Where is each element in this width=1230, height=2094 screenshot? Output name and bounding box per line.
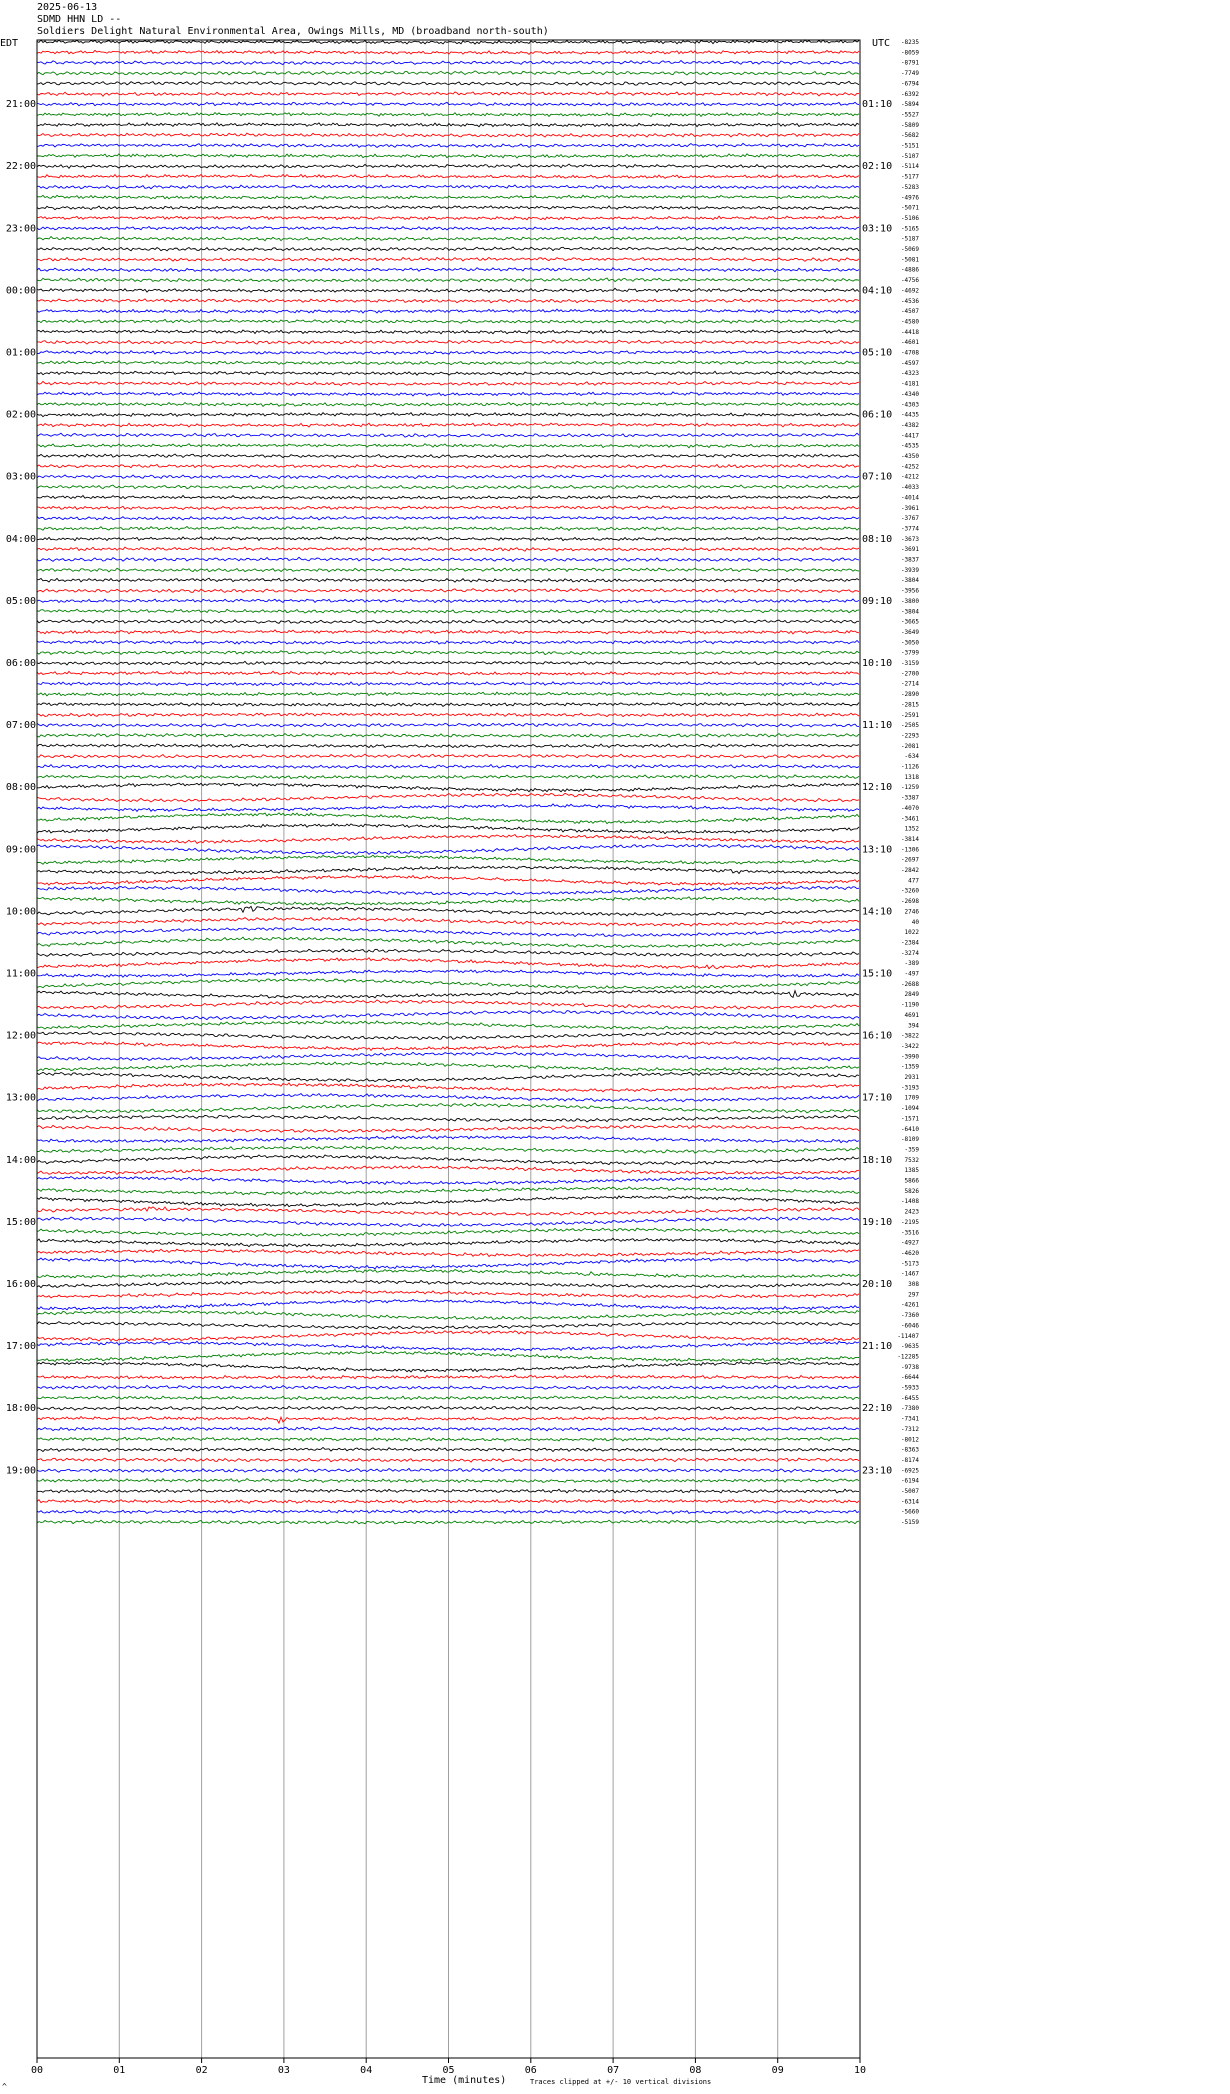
trace-offset-label: 1318	[904, 773, 919, 781]
trace-offset-label: -389	[904, 960, 919, 968]
trace-offset-label: -5894	[900, 101, 919, 109]
trace-offset-label: -6410	[900, 1125, 919, 1133]
utc-hour-label: 06:10	[862, 409, 893, 421]
trace-offset-label: -359	[904, 1146, 919, 1154]
edt-hour-label: 05:00	[5, 595, 36, 607]
trace-offset-label: -3461	[900, 815, 919, 823]
trace-offset-label: -3767	[900, 515, 919, 523]
trace-offset-label: -6925	[900, 1467, 919, 1475]
labels	[6, 39, 919, 2076]
utc-hour-label: 05:10	[862, 347, 893, 359]
utc-hour-label: 16:10	[862, 1030, 893, 1042]
trace-offset-label: -4303	[900, 401, 919, 409]
trace-offset-label: -4620	[900, 1249, 919, 1257]
trace-offset-label: -7380	[900, 1405, 919, 1413]
x-tick-label: 08	[689, 2065, 702, 2076]
trace-offset-label: -3665	[900, 618, 919, 626]
trace-offset-label: -2815	[900, 701, 919, 709]
edt-hour-label: 16:00	[5, 1279, 36, 1290]
trace-offset-label: -4435	[900, 411, 919, 419]
edt-hour-label: 15:00	[5, 1216, 36, 1228]
x-tick-label: 05	[442, 2065, 455, 2076]
trace-offset-label: -4886	[900, 266, 919, 274]
clip-footnote: Traces clipped at +/- 10 vertical divisions	[530, 2078, 712, 2086]
trace-offset-label: -2081	[900, 742, 919, 750]
trace-offset-label: 297	[908, 1291, 919, 1299]
trace-offset-label: -8012	[900, 1436, 919, 1444]
trace-offset-label: -1306	[900, 846, 919, 854]
trace-offset-label: 1022	[904, 929, 919, 937]
trace-offset-label: -1359	[900, 1063, 919, 1071]
x-tick-label: 09	[771, 2065, 784, 2076]
x-tick-label: 02	[195, 2065, 208, 2076]
trace-offset-label: -2697	[900, 856, 919, 864]
trace-offset-label: -3193	[900, 1084, 919, 1092]
trace-offset-label: -7360	[900, 1312, 919, 1320]
edt-hour-label: 23:00	[5, 223, 36, 235]
trace-offset-label: -5151	[900, 142, 919, 150]
trace-offset-label: -4014	[900, 494, 919, 502]
trace-offset-label: -6644	[900, 1374, 919, 1382]
trace-offset-label: -4756	[900, 277, 919, 285]
utc-hour-label: 20:10	[862, 1279, 893, 1290]
trace-offset-label: -5682	[900, 132, 919, 140]
trace-offset-label: 4691	[904, 1011, 919, 1019]
trace-offset-label: -4976	[900, 194, 919, 202]
trace-offset-label: -5809	[900, 121, 919, 129]
edt-hour-label: 21:00	[5, 99, 36, 111]
trace-offset-label: -8059	[900, 49, 919, 57]
trace-offset-label: -7749	[900, 70, 919, 78]
trace-offset-label: -1126	[900, 763, 919, 771]
trace-offset-label: -4417	[900, 432, 919, 440]
trace-offset-label: -3159	[900, 660, 919, 667]
trace-offset-label: -3990	[900, 1053, 919, 1061]
trace-offset-label: -3822	[900, 1032, 919, 1040]
trace-offset-label: -3804	[900, 577, 919, 585]
trace-offset-label: -6392	[900, 90, 919, 98]
trace-offset-label: -2890	[900, 691, 919, 699]
trace-offset-label: -634	[904, 753, 919, 761]
trace-offset-label: -4033	[900, 484, 919, 492]
trace-offset-label: -3274	[900, 949, 919, 957]
trace-offset-label: -7341	[900, 1415, 919, 1423]
trace-offset-label: -4340	[900, 390, 919, 398]
trace-offset-label: -4418	[900, 328, 919, 336]
edt-hour-label: 02:00	[5, 409, 36, 421]
edt-hour-label: 14:00	[5, 1154, 36, 1166]
utc-hour-label: 18:10	[862, 1154, 893, 1166]
trace-offset-label: -1190	[900, 1001, 919, 1009]
edt-hour-label: 11:00	[5, 968, 36, 980]
trace-offset-label: -5106	[900, 214, 919, 222]
x-tick-label: 10	[853, 2065, 867, 2076]
trace-offset-label: -3939	[900, 566, 919, 574]
edt-hour-label: 04:00	[5, 533, 36, 545]
trace-offset-label: -3691	[900, 546, 919, 554]
trace-offset-label: -6314	[900, 1498, 919, 1506]
trace-offset-label: -3649	[900, 628, 919, 636]
trace-offset-label: -6455	[900, 1394, 919, 1402]
trace-offset-label: -5527	[900, 111, 919, 119]
trace-offset-label: -5081	[900, 256, 919, 264]
utc-hour-label: 13:10	[862, 844, 893, 856]
trace-offset-label: -4708	[900, 349, 919, 357]
edt-hour-label: 12:00	[5, 1030, 36, 1042]
trace-offset-label: 1709	[904, 1094, 919, 1102]
utc-hour-label: 07:10	[862, 471, 893, 483]
x-tick-label: 04	[360, 2065, 373, 2076]
edt-axis-label: EDT	[0, 38, 19, 49]
trace-offset-label: -4601	[900, 339, 919, 347]
trace-offset-label: -5007	[900, 1488, 919, 1495]
trace-offset-label: -9738	[900, 1363, 919, 1371]
trace-offset-label: -5069	[900, 246, 919, 253]
trace-offset-label: 2931	[904, 1074, 919, 1081]
trace-offset-label: -8363	[900, 1446, 919, 1454]
trace-offset-label: -4212	[900, 473, 919, 481]
trace-offset-label: -3804	[900, 608, 919, 616]
trace-offset-label: -3422	[900, 1042, 919, 1050]
trace-offset-label: -5283	[900, 183, 919, 191]
trace-offset-label: -2505	[900, 722, 919, 730]
trace-offset-label: -7312	[900, 1425, 919, 1433]
trace-offset-label: -2195	[900, 1218, 919, 1226]
trace-offset-label: -4350	[900, 453, 919, 460]
trace-offset-label: -5159	[900, 1519, 919, 1527]
trace-offset-label: -5071	[900, 204, 919, 212]
utc-hour-label: 09:10	[862, 595, 893, 607]
trace-offset-label: -4580	[900, 318, 919, 326]
location-label: Soldiers Delight Natural Environmental Area, Owings Mills, MD (broadband north-south)	[37, 26, 549, 37]
utc-hour-label: 08:10	[862, 533, 893, 545]
trace-offset-label: -4536	[900, 297, 919, 305]
trace-offset-label: -3961	[900, 504, 919, 512]
trace-offset-label: -1467	[900, 1270, 919, 1278]
trace-offset-label: 2849	[904, 991, 919, 999]
edt-hour-label: 06:00	[5, 658, 36, 669]
trace-offset-label: -4597	[900, 359, 919, 367]
trace-offset-label: -2714	[900, 680, 919, 688]
trace-offset-label: -3050	[900, 639, 919, 647]
utc-hour-label: 10:10	[862, 658, 893, 669]
trace-offset-label: -4252	[900, 463, 919, 471]
trace-offset-label: -2293	[900, 732, 919, 740]
edt-hour-label: 22:00	[5, 161, 36, 173]
date-label: 2025-06-13	[37, 2, 98, 13]
trace-offset-label: 40	[911, 918, 919, 926]
trace-offset-label: 2423	[904, 1208, 919, 1216]
x-tick-label: 06	[524, 2065, 537, 2076]
edt-hour-label: 03:00	[5, 471, 36, 483]
trace-offset-label: 477	[908, 877, 919, 885]
trace-offset-label: -1259	[900, 784, 919, 792]
trace-offset-label: -4927	[900, 1239, 919, 1247]
x-tick-label: 01	[113, 2065, 126, 2076]
trace-offset-label: -4070	[900, 804, 919, 812]
trace-offset-label: -5114	[900, 163, 919, 171]
edt-hour-label: 18:00	[5, 1403, 36, 1415]
trace-offset-label: -5660	[900, 1508, 919, 1516]
trace-offset-label: -5165	[900, 225, 919, 233]
x-tick-label: 07	[607, 2065, 620, 2076]
trace-offset-label: 5866	[904, 1177, 919, 1185]
trace-offset-label: 394	[908, 1022, 919, 1030]
trace-offset-label: -3956	[900, 587, 919, 595]
x-axis-title: Time (minutes)	[422, 2075, 507, 2086]
trace-offset-label: -3260	[900, 887, 919, 895]
trace-offset-label: 7532	[904, 1156, 919, 1164]
trace-offset-label: -6794	[900, 80, 919, 88]
trace-offset-label: -4181	[900, 380, 919, 388]
trace-offset-label: -4261	[900, 1301, 919, 1309]
trace-offset-label: -3673	[900, 535, 919, 543]
station-label: SDMD HHN LD --	[37, 14, 122, 25]
trace-offset-label: -5173	[900, 1260, 919, 1268]
trace-offset-label: -3516	[900, 1229, 919, 1237]
edt-hour-label: 13:00	[5, 1092, 36, 1104]
utc-hour-label: 22:10	[862, 1403, 893, 1415]
trace-offset-label: -4692	[900, 287, 919, 295]
trace-offset-label: -11407	[897, 1332, 919, 1340]
trace-offset-label: 5826	[904, 1187, 919, 1195]
trace-offset-label: 2746	[904, 908, 919, 916]
edt-hour-label: 01:00	[5, 347, 36, 359]
corner-mark: ^	[2, 2082, 7, 2091]
trace-offset-label: -8109	[900, 1136, 919, 1144]
trace-offset-label: -3774	[900, 525, 919, 533]
trace-offset-label: -2842	[900, 867, 919, 874]
utc-hour-label: 17:10	[862, 1092, 893, 1104]
trace-offset-label: -1571	[900, 1115, 919, 1123]
x-tick-label: 03	[277, 2065, 290, 2076]
trace-offset-label: -6046	[900, 1322, 919, 1330]
trace-offset-label: -1408	[900, 1198, 919, 1206]
trace-offset-label: -1094	[900, 1105, 919, 1113]
trace-offset-label: -9635	[900, 1343, 919, 1351]
utc-hour-label: 15:10	[862, 968, 893, 980]
trace-offset-label: -497	[904, 970, 919, 978]
trace-offset-label: -2591	[900, 711, 919, 719]
edt-hour-label: 17:00	[5, 1341, 36, 1353]
trace-offset-label: 1385	[904, 1167, 919, 1175]
trace-offset-label: -6194	[900, 1477, 919, 1485]
x-tick-label: 00	[30, 2065, 44, 2076]
trace-offset-label: -5177	[900, 173, 919, 181]
trace-offset-label: -2688	[900, 980, 919, 988]
trace-offset-label: -5933	[900, 1384, 919, 1392]
edt-hour-label: 00:00	[5, 285, 36, 297]
trace-offset-label: -5107	[900, 152, 919, 160]
trace-offset-label: -5187	[900, 235, 919, 243]
utc-axis-label: UTC	[872, 38, 891, 49]
edt-hour-label: 07:00	[5, 720, 36, 732]
trace-offset-label: -3837	[900, 556, 919, 564]
trace-offset-label: -4507	[900, 308, 919, 316]
utc-hour-label: 01:10	[862, 99, 893, 111]
trace-offset-label: -8791	[900, 59, 919, 67]
edt-hour-label: 09:00	[5, 844, 36, 856]
utc-hour-label: 21:10	[862, 1341, 893, 1353]
edt-hour-label: 10:00	[5, 906, 36, 918]
edt-hour-label: 19:00	[5, 1465, 36, 1477]
trace-offset-label: -8174	[900, 1456, 919, 1464]
trace-offset-label: -12285	[897, 1353, 919, 1361]
utc-hour-label: 12:10	[862, 782, 893, 794]
trace-offset-label: -4535	[900, 442, 919, 450]
trace-offset-label: -8235	[900, 39, 919, 46]
trace-offset-label: -2700	[900, 670, 919, 678]
trace-offset-label: 308	[908, 1281, 919, 1288]
utc-hour-label: 04:10	[862, 285, 893, 297]
edt-hour-label: 08:00	[5, 782, 36, 794]
trace-offset-label: 1352	[904, 825, 919, 833]
utc-hour-label: 11:10	[862, 720, 893, 732]
trace-offset-label: -3799	[900, 649, 919, 657]
utc-hour-label: 23:10	[862, 1465, 893, 1477]
utc-hour-label: 02:10	[862, 161, 893, 173]
grid	[37, 40, 860, 2063]
trace-offset-label: -3800	[900, 597, 919, 605]
trace-offset-label: -2698	[900, 898, 919, 906]
trace-offset-label: -3387	[900, 794, 919, 802]
trace-offset-label: -4323	[900, 370, 919, 378]
utc-hour-label: 03:10	[862, 223, 893, 235]
utc-hour-label: 19:10	[862, 1216, 893, 1228]
trace-offset-label: -2384	[900, 939, 919, 947]
trace-offset-label: -3814	[900, 835, 919, 843]
trace-offset-label: -4382	[900, 421, 919, 429]
utc-hour-label: 14:10	[862, 906, 893, 918]
